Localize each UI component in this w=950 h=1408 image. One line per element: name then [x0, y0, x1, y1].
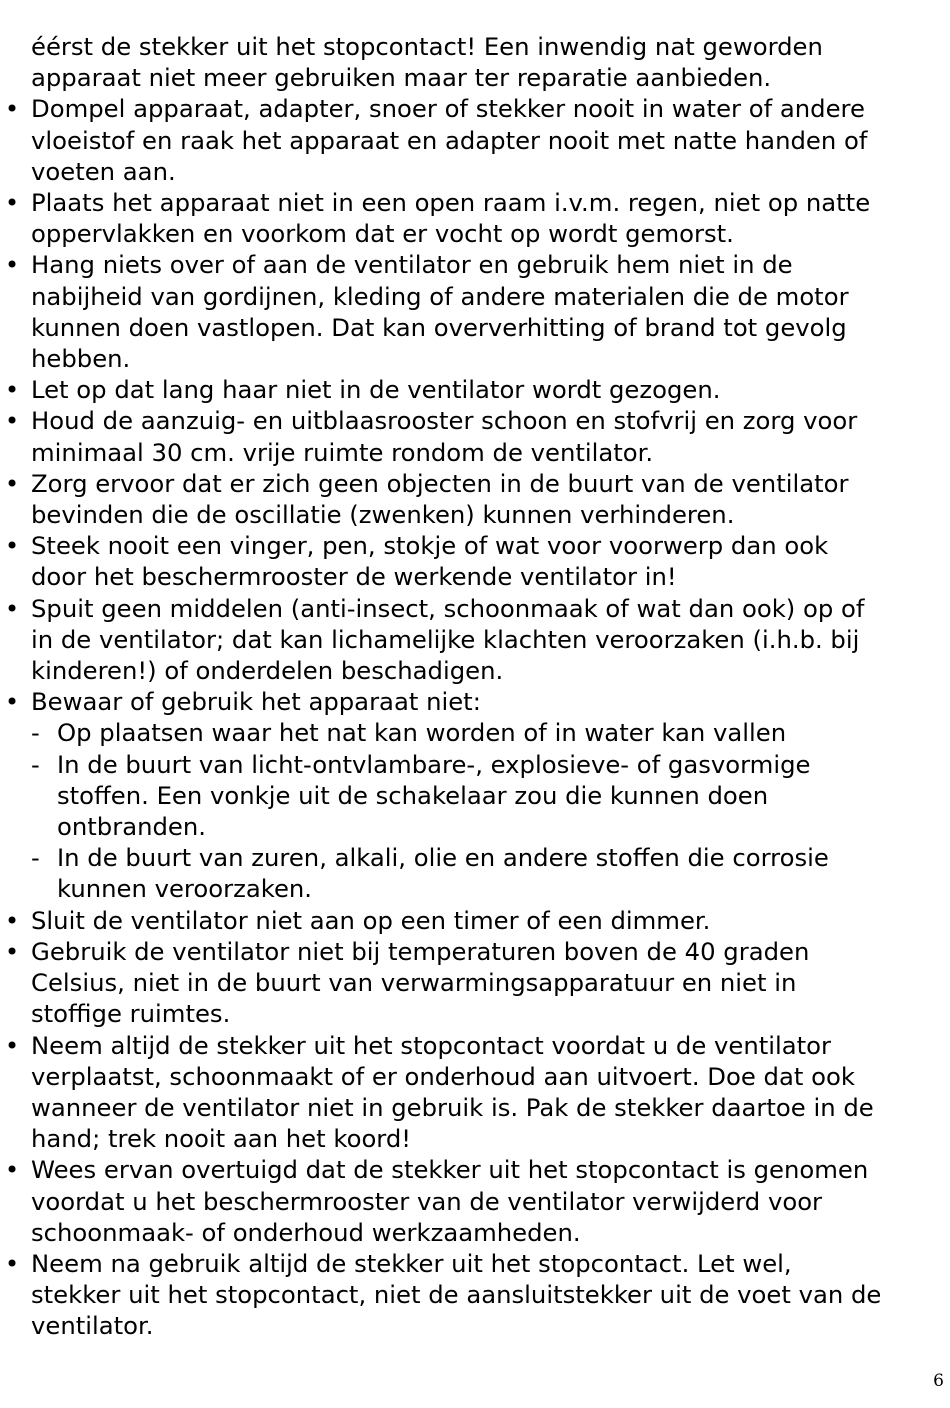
bullet-text-line: schoonmaak- of onderhoud werkzaamheden. [31, 1217, 581, 1247]
bullet-item [4, 374, 943, 405]
document-page [4, 31, 943, 1342]
bullet-text-line: Neem na gebruik altijd de stekker uit het stopcontact. Let wel, [31, 1248, 792, 1278]
sub-item-list [31, 717, 943, 904]
bullet-icon: • [4, 531, 20, 561]
bullet-item [4, 905, 943, 936]
bullet-text-line: Zorg ervoor dat er zich geen objecten in de buurt van de ventilator [31, 468, 849, 498]
bullet-item [4, 686, 943, 904]
bullet-text-line: Hang niets over of aan de ventilator en gebruik hem niet in de [31, 250, 793, 280]
bullet-item [4, 1248, 943, 1342]
bullet-icon: • [4, 1030, 20, 1060]
sub-item-text-line: In de buurt van licht-ontvlambare-, explosieve- of gasvormige [57, 749, 811, 779]
sub-item-text-line: stoffen. Een vonkje uit de schakelaar zou die kunnen doen [57, 780, 769, 810]
bullet-text-line: Bewaar of gebruik het apparaat niet: [31, 687, 481, 717]
bullet-icon: • [4, 468, 20, 498]
safety-bullet-list [4, 93, 943, 1341]
dash-icon: - [31, 749, 40, 779]
bullet-icon: • [4, 94, 20, 124]
bullet-icon: • [4, 593, 20, 623]
sub-item-text-line: kunnen veroorzaken. [57, 874, 313, 904]
bullet-text-line: wanneer de ventilator niet in gebruik is. Pak de stekker daartoe in de [31, 1092, 874, 1122]
bullet-text-line: verplaatst, schoonmaakt of er onderhoud aan uitvoert. Doe dat ook [31, 1061, 855, 1091]
bullet-text-line: Plaats het apparaat niet in een open raam i.v.m. regen, niet op natte [31, 188, 871, 218]
bullet-text-line: kunnen doen vastlopen. Dat kan oververhitting of brand tot gevolg [31, 312, 847, 342]
bullet-icon: • [4, 905, 20, 935]
bullet-text-line: voordat u het beschermrooster van de ventilator verwijderd voor [31, 1186, 823, 1216]
bullet-text-line: hebben. [31, 344, 131, 374]
bullet-item [4, 1154, 943, 1248]
continuation-line: apparaat niet meer gebruiken maar ter reparatie aanbieden. [31, 63, 772, 93]
bullet-text-line: Wees ervan overtuigd dat de stekker uit het stopcontact is genomen [31, 1155, 869, 1185]
bullet-icon: • [4, 250, 20, 280]
continuation-paragraph [31, 31, 943, 93]
bullet-text-line: minimaal 30 cm. vrije ruimte rondom de ventilator. [31, 437, 654, 467]
bullet-text-line: Celsius, niet in de buurt van verwarmingsapparatuur en niet in [31, 968, 797, 998]
sub-item-text-line: Op plaatsen waar het nat kan worden of in water kan vallen [57, 718, 787, 748]
bullet-text-line: stekker uit het stopcontact, niet de aansluitstekker uit de voet van de [31, 1280, 882, 1310]
sub-item-text-line: In de buurt van zuren, alkali, olie en andere stoffen die corrosie [57, 843, 829, 873]
bullet-icon: • [4, 1248, 20, 1278]
bullet-icon: • [4, 375, 20, 405]
bullet-icon: • [4, 188, 20, 218]
bullet-item [4, 1030, 943, 1155]
sub-item-text-line: ontbranden. [57, 812, 206, 842]
bullet-text-line: hand; trek nooit aan het koord! [31, 1124, 412, 1154]
bullet-text-line: Spuit geen middelen (anti-insect, schoonmaak of wat dan ook) op of [31, 593, 865, 623]
bullet-icon: • [4, 687, 20, 717]
bullet-item [4, 405, 943, 467]
bullet-text-line: Gebruik de ventilator niet bij temperaturen boven de 40 graden [31, 936, 810, 966]
bullet-text-line: Steek nooit een vinger, pen, stokje of wat voor voorwerp dan ook [31, 531, 829, 561]
bullet-text-line: kinderen!) of onderdelen beschadigen. [31, 656, 504, 686]
bullet-text-line: stoffige ruimtes. [31, 999, 231, 1029]
bullet-text-line: ventilator. [31, 1311, 154, 1341]
bullet-item [4, 187, 943, 249]
dash-icon: - [31, 718, 40, 748]
bullet-text-line: Dompel apparaat, adapter, snoer of stekker nooit in water of andere [31, 94, 865, 124]
bullet-text-line: Neem altijd de stekker uit het stopcontact voordat u de ventilator [31, 1030, 832, 1060]
bullet-text-line: bevinden die de oscillatie (zwenken) kunnen verhinderen. [31, 500, 735, 530]
bullet-item [4, 93, 943, 187]
bullet-text-line: voeten aan. [31, 156, 176, 186]
sub-item [31, 749, 943, 843]
bullet-item [4, 936, 943, 1030]
bullet-text-line: oppervlakken en voorkom dat er vocht op wordt gemorst. [31, 219, 734, 249]
bullet-text-line: Let op dat lang haar niet in de ventilator wordt gezogen. [31, 375, 721, 405]
bullet-item [4, 593, 943, 687]
bullet-icon: • [4, 1155, 20, 1185]
bullet-icon: • [4, 936, 20, 966]
dash-icon: - [31, 843, 40, 873]
continuation-line: éérst de stekker uit het stopcontact! Een inwendig nat geworden [31, 32, 823, 61]
bullet-text-line: Sluit de ventilator niet aan op een timer of een dimmer. [31, 905, 711, 935]
bullet-text-line: nabijheid van gordijnen, kleding of andere materialen die de motor [31, 281, 849, 311]
sub-item [31, 717, 943, 748]
bullet-text-line: in de ventilator; dat kan lichamelijke klachten veroorzaken (i.h.b. bij [31, 624, 860, 654]
bullet-text-line: Houd de aanzuig- en uitblaasrooster schoon en stofvrij en zorg voor [31, 406, 858, 436]
bullet-text-line: door het beschermrooster de werkende ventilator in! [31, 562, 677, 592]
bullet-item [4, 468, 943, 530]
bullet-item [4, 530, 943, 592]
bullet-icon: • [4, 406, 20, 436]
page-number: 6 [933, 1371, 944, 1391]
bullet-text-line: vloeistof en raak het apparaat en adapter nooit met natte handen of [31, 125, 868, 155]
bullet-item [4, 249, 943, 374]
sub-item [31, 842, 943, 904]
